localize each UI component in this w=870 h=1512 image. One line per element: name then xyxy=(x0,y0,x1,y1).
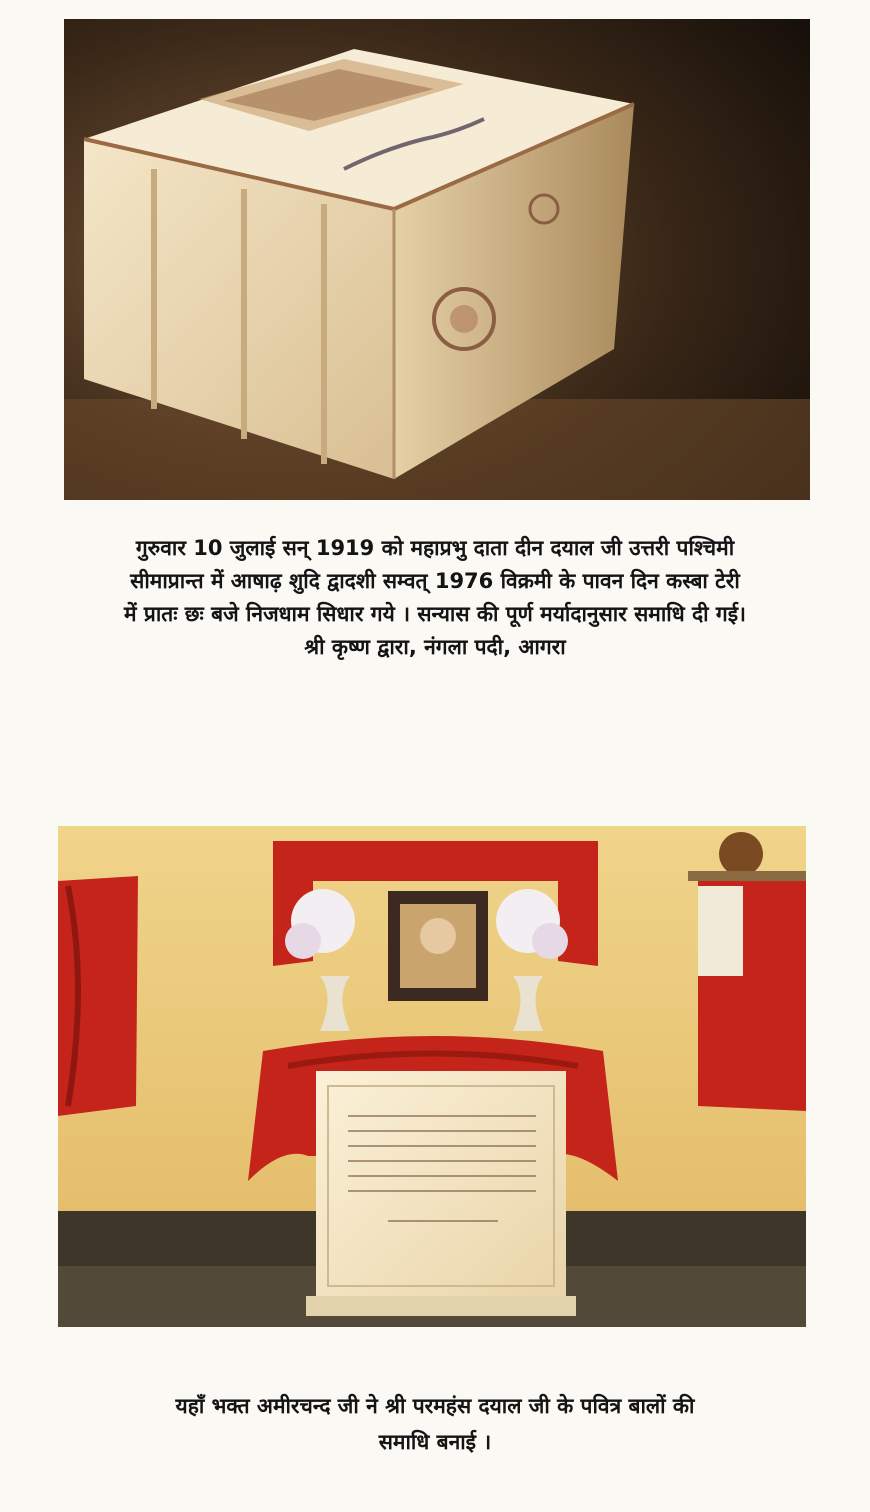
caption-line: समाधि बनाई । xyxy=(378,1430,492,1454)
hair-samadhi-caption xyxy=(30,1388,840,1460)
caption-line: श्री कृष्ण द्वारा, नंगला पदी, आगरा xyxy=(304,635,566,659)
shrine-photo xyxy=(58,826,806,1327)
shrine-altar-photo-icon xyxy=(58,826,806,1327)
marble-samadhi-tomb-photo-icon xyxy=(64,19,810,500)
caption-line: में प्रातः छः बजे निजधाम सिधार गये । सन्यास की पूर्ण मर्यादानुसार समाधि दी गई। xyxy=(124,602,746,626)
caption-line: सीमाप्रान्त में आषाढ़ शुदि द्वादशी सम्वत् 1976 विक्रमी के पावन दिन कस्बा टेरी xyxy=(130,569,740,593)
caption-line: यहाँ भक्त अमीरचन्द जी ने श्री परमहंस दयाल जी के पवित्र बालों की xyxy=(175,1394,695,1418)
samadhi-caption xyxy=(30,532,840,664)
caption-line: गुरुवार 10 जुलाई सन् 1919 को महाप्रभु दाता दीन दयाल जी उत्तरी पश्चिमी xyxy=(135,536,735,560)
samadhi-tomb-photo xyxy=(64,19,810,500)
